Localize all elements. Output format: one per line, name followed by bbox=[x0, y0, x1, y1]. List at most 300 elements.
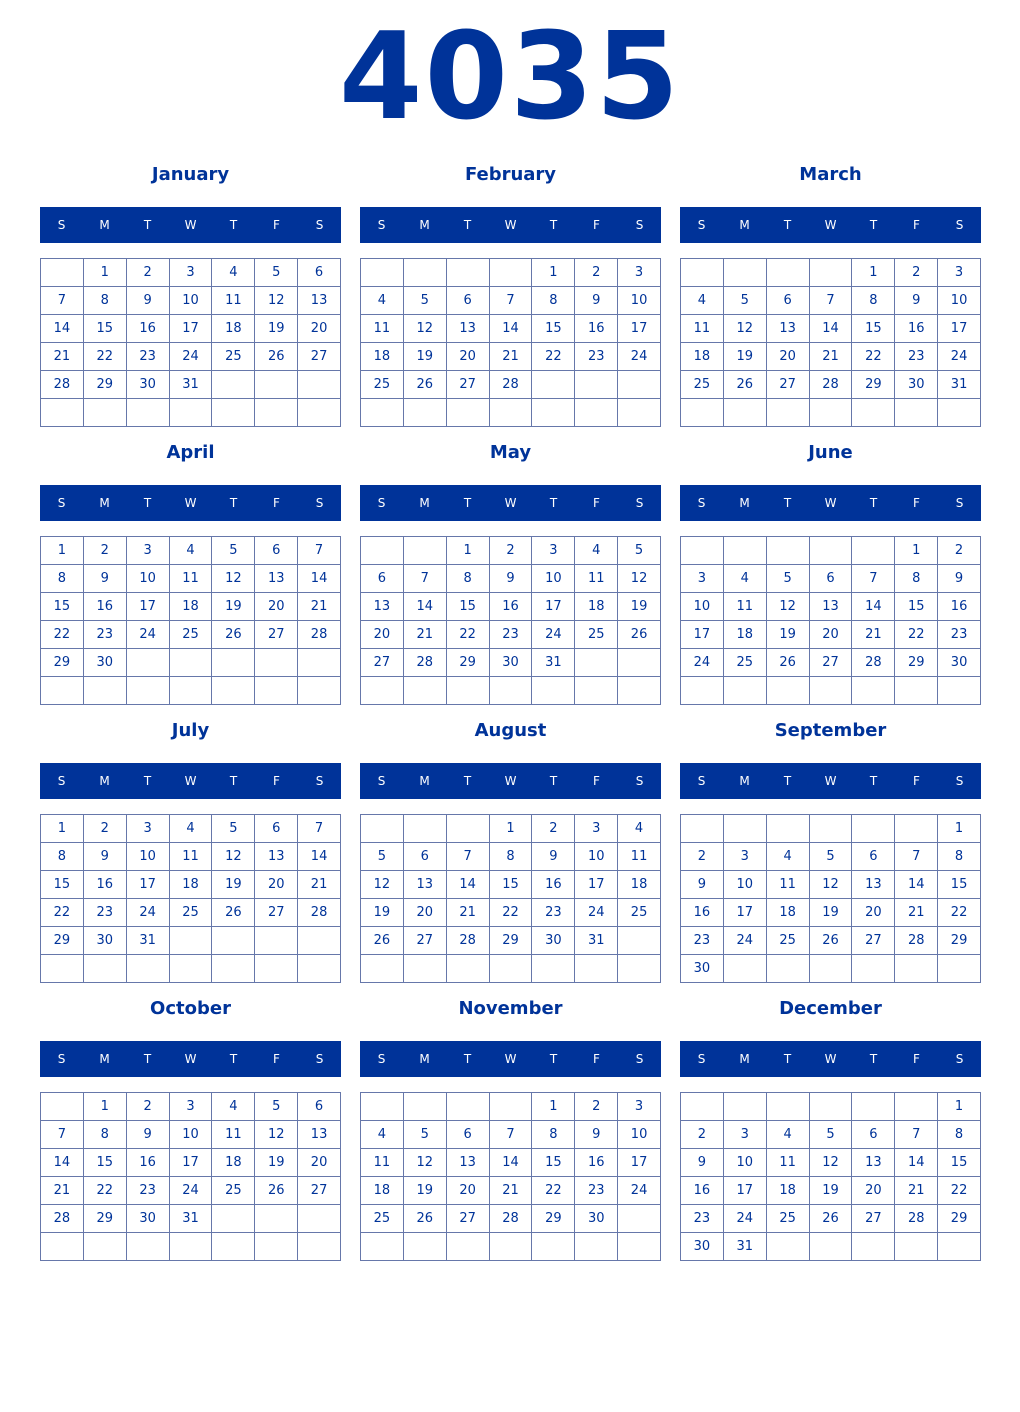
day-cell[interactable]: 6 bbox=[298, 259, 341, 287]
day-cell[interactable]: 26 bbox=[255, 343, 298, 371]
day-cell[interactable]: 26 bbox=[618, 621, 661, 649]
day-cell[interactable]: 5 bbox=[404, 1121, 447, 1149]
day-cell[interactable]: 21 bbox=[810, 343, 853, 371]
day-cell[interactable]: 21 bbox=[895, 899, 938, 927]
day-cell[interactable]: 9 bbox=[84, 843, 127, 871]
day-cell[interactable]: 7 bbox=[41, 287, 84, 315]
day-cell[interactable]: 13 bbox=[298, 287, 341, 315]
day-cell[interactable]: 21 bbox=[490, 1177, 533, 1205]
day-cell[interactable]: 16 bbox=[127, 315, 170, 343]
day-cell[interactable]: 20 bbox=[447, 1177, 490, 1205]
day-cell[interactable]: 25 bbox=[767, 927, 810, 955]
day-cell[interactable]: 16 bbox=[681, 1177, 724, 1205]
day-cell[interactable]: 11 bbox=[361, 315, 404, 343]
day-cell[interactable]: 23 bbox=[895, 343, 938, 371]
day-cell[interactable]: 19 bbox=[212, 593, 255, 621]
day-cell[interactable]: 4 bbox=[212, 259, 255, 287]
day-cell[interactable]: 22 bbox=[938, 899, 981, 927]
day-cell[interactable]: 28 bbox=[490, 1205, 533, 1233]
day-cell[interactable]: 9 bbox=[575, 287, 618, 315]
day-cell[interactable]: 7 bbox=[447, 843, 490, 871]
day-cell[interactable]: 6 bbox=[361, 565, 404, 593]
day-cell[interactable]: 11 bbox=[618, 843, 661, 871]
day-cell[interactable]: 22 bbox=[447, 621, 490, 649]
day-cell[interactable]: 31 bbox=[170, 1205, 213, 1233]
day-cell[interactable]: 19 bbox=[212, 871, 255, 899]
day-cell[interactable]: 1 bbox=[938, 815, 981, 843]
day-cell[interactable]: 3 bbox=[618, 259, 661, 287]
day-cell[interactable]: 13 bbox=[810, 593, 853, 621]
day-cell[interactable]: 21 bbox=[895, 1177, 938, 1205]
day-cell[interactable]: 4 bbox=[575, 537, 618, 565]
day-cell[interactable]: 16 bbox=[490, 593, 533, 621]
day-cell[interactable]: 22 bbox=[938, 1177, 981, 1205]
day-cell[interactable]: 14 bbox=[447, 871, 490, 899]
day-cell[interactable]: 27 bbox=[298, 1177, 341, 1205]
day-cell[interactable]: 4 bbox=[170, 815, 213, 843]
day-cell[interactable]: 3 bbox=[575, 815, 618, 843]
day-cell[interactable]: 1 bbox=[41, 815, 84, 843]
day-cell[interactable]: 6 bbox=[404, 843, 447, 871]
day-cell[interactable]: 27 bbox=[852, 927, 895, 955]
day-cell[interactable]: 7 bbox=[810, 287, 853, 315]
day-cell[interactable]: 8 bbox=[447, 565, 490, 593]
day-cell[interactable]: 8 bbox=[490, 843, 533, 871]
day-cell[interactable]: 17 bbox=[127, 871, 170, 899]
day-cell[interactable]: 23 bbox=[681, 1205, 724, 1233]
day-cell[interactable]: 5 bbox=[810, 843, 853, 871]
day-cell[interactable]: 17 bbox=[618, 1149, 661, 1177]
day-cell[interactable]: 6 bbox=[255, 815, 298, 843]
day-cell[interactable]: 27 bbox=[810, 649, 853, 677]
day-cell[interactable]: 28 bbox=[298, 899, 341, 927]
day-cell[interactable]: 10 bbox=[170, 287, 213, 315]
day-cell[interactable]: 29 bbox=[938, 927, 981, 955]
day-cell[interactable]: 9 bbox=[127, 287, 170, 315]
day-cell[interactable]: 29 bbox=[938, 1205, 981, 1233]
day-cell[interactable]: 17 bbox=[532, 593, 575, 621]
day-cell[interactable]: 24 bbox=[532, 621, 575, 649]
day-cell[interactable]: 25 bbox=[212, 1177, 255, 1205]
day-cell[interactable]: 28 bbox=[41, 1205, 84, 1233]
day-cell[interactable]: 6 bbox=[447, 1121, 490, 1149]
day-cell[interactable]: 30 bbox=[84, 649, 127, 677]
day-cell[interactable]: 3 bbox=[127, 537, 170, 565]
day-cell[interactable]: 5 bbox=[212, 815, 255, 843]
day-cell[interactable]: 21 bbox=[447, 899, 490, 927]
day-cell[interactable]: 13 bbox=[255, 843, 298, 871]
day-cell[interactable]: 11 bbox=[170, 843, 213, 871]
day-cell[interactable]: 4 bbox=[767, 1121, 810, 1149]
day-cell[interactable]: 28 bbox=[404, 649, 447, 677]
day-cell[interactable]: 26 bbox=[212, 621, 255, 649]
day-cell[interactable]: 18 bbox=[170, 593, 213, 621]
day-cell[interactable]: 21 bbox=[852, 621, 895, 649]
day-cell[interactable]: 25 bbox=[767, 1205, 810, 1233]
day-cell[interactable]: 16 bbox=[681, 899, 724, 927]
day-cell[interactable]: 20 bbox=[298, 1149, 341, 1177]
day-cell[interactable]: 19 bbox=[810, 1177, 853, 1205]
day-cell[interactable]: 30 bbox=[127, 371, 170, 399]
day-cell[interactable]: 17 bbox=[575, 871, 618, 899]
day-cell[interactable]: 9 bbox=[575, 1121, 618, 1149]
day-cell[interactable]: 17 bbox=[170, 315, 213, 343]
day-cell[interactable]: 5 bbox=[404, 287, 447, 315]
day-cell[interactable]: 15 bbox=[895, 593, 938, 621]
day-cell[interactable]: 18 bbox=[212, 315, 255, 343]
day-cell[interactable]: 8 bbox=[84, 287, 127, 315]
day-cell[interactable]: 17 bbox=[127, 593, 170, 621]
day-cell[interactable]: 19 bbox=[404, 343, 447, 371]
day-cell[interactable]: 2 bbox=[84, 815, 127, 843]
day-cell[interactable]: 14 bbox=[895, 1149, 938, 1177]
day-cell[interactable]: 3 bbox=[724, 843, 767, 871]
day-cell[interactable]: 6 bbox=[447, 287, 490, 315]
day-cell[interactable]: 10 bbox=[618, 1121, 661, 1149]
day-cell[interactable]: 7 bbox=[895, 1121, 938, 1149]
day-cell[interactable]: 5 bbox=[724, 287, 767, 315]
day-cell[interactable]: 24 bbox=[724, 927, 767, 955]
day-cell[interactable]: 16 bbox=[938, 593, 981, 621]
day-cell[interactable]: 5 bbox=[767, 565, 810, 593]
day-cell[interactable]: 30 bbox=[681, 1233, 724, 1261]
day-cell[interactable]: 13 bbox=[298, 1121, 341, 1149]
day-cell[interactable]: 12 bbox=[404, 315, 447, 343]
day-cell[interactable]: 18 bbox=[767, 899, 810, 927]
day-cell[interactable]: 13 bbox=[255, 565, 298, 593]
day-cell[interactable]: 29 bbox=[84, 371, 127, 399]
day-cell[interactable]: 28 bbox=[490, 371, 533, 399]
day-cell[interactable]: 24 bbox=[618, 1177, 661, 1205]
day-cell[interactable]: 26 bbox=[212, 899, 255, 927]
day-cell[interactable]: 10 bbox=[724, 871, 767, 899]
day-cell[interactable]: 26 bbox=[404, 1205, 447, 1233]
day-cell[interactable]: 11 bbox=[575, 565, 618, 593]
day-cell[interactable]: 30 bbox=[84, 927, 127, 955]
day-cell[interactable]: 29 bbox=[532, 1205, 575, 1233]
day-cell[interactable]: 22 bbox=[852, 343, 895, 371]
day-cell[interactable]: 2 bbox=[532, 815, 575, 843]
day-cell[interactable]: 26 bbox=[255, 1177, 298, 1205]
day-cell[interactable]: 13 bbox=[404, 871, 447, 899]
day-cell[interactable]: 1 bbox=[532, 1093, 575, 1121]
day-cell[interactable]: 15 bbox=[84, 315, 127, 343]
day-cell[interactable]: 5 bbox=[212, 537, 255, 565]
day-cell[interactable]: 4 bbox=[681, 287, 724, 315]
day-cell[interactable]: 22 bbox=[84, 343, 127, 371]
day-cell[interactable]: 24 bbox=[127, 899, 170, 927]
day-cell[interactable]: 29 bbox=[490, 927, 533, 955]
day-cell[interactable]: 25 bbox=[618, 899, 661, 927]
day-cell[interactable]: 2 bbox=[84, 537, 127, 565]
day-cell[interactable]: 13 bbox=[447, 1149, 490, 1177]
day-cell[interactable]: 15 bbox=[938, 1149, 981, 1177]
day-cell[interactable]: 18 bbox=[681, 343, 724, 371]
day-cell[interactable]: 8 bbox=[41, 565, 84, 593]
day-cell[interactable]: 10 bbox=[938, 287, 981, 315]
day-cell[interactable]: 24 bbox=[681, 649, 724, 677]
day-cell[interactable]: 10 bbox=[127, 565, 170, 593]
day-cell[interactable]: 1 bbox=[84, 259, 127, 287]
day-cell[interactable]: 6 bbox=[767, 287, 810, 315]
day-cell[interactable]: 17 bbox=[681, 621, 724, 649]
day-cell[interactable]: 14 bbox=[41, 1149, 84, 1177]
day-cell[interactable]: 3 bbox=[724, 1121, 767, 1149]
day-cell[interactable]: 19 bbox=[361, 899, 404, 927]
day-cell[interactable]: 8 bbox=[938, 843, 981, 871]
day-cell[interactable]: 22 bbox=[84, 1177, 127, 1205]
day-cell[interactable]: 7 bbox=[404, 565, 447, 593]
day-cell[interactable]: 9 bbox=[681, 1149, 724, 1177]
day-cell[interactable]: 11 bbox=[170, 565, 213, 593]
day-cell[interactable]: 11 bbox=[681, 315, 724, 343]
day-cell[interactable]: 10 bbox=[618, 287, 661, 315]
day-cell[interactable]: 19 bbox=[724, 343, 767, 371]
day-cell[interactable]: 26 bbox=[767, 649, 810, 677]
day-cell[interactable]: 12 bbox=[767, 593, 810, 621]
day-cell[interactable]: 4 bbox=[618, 815, 661, 843]
day-cell[interactable]: 11 bbox=[767, 871, 810, 899]
day-cell[interactable]: 25 bbox=[170, 621, 213, 649]
day-cell[interactable]: 4 bbox=[361, 1121, 404, 1149]
day-cell[interactable]: 12 bbox=[212, 565, 255, 593]
day-cell[interactable]: 29 bbox=[895, 649, 938, 677]
day-cell[interactable]: 27 bbox=[404, 927, 447, 955]
day-cell[interactable]: 30 bbox=[127, 1205, 170, 1233]
day-cell[interactable]: 15 bbox=[532, 1149, 575, 1177]
day-cell[interactable]: 20 bbox=[255, 871, 298, 899]
day-cell[interactable]: 29 bbox=[84, 1205, 127, 1233]
day-cell[interactable]: 16 bbox=[84, 871, 127, 899]
day-cell[interactable]: 8 bbox=[84, 1121, 127, 1149]
day-cell[interactable]: 18 bbox=[170, 871, 213, 899]
day-cell[interactable]: 11 bbox=[361, 1149, 404, 1177]
day-cell[interactable]: 1 bbox=[895, 537, 938, 565]
day-cell[interactable]: 23 bbox=[490, 621, 533, 649]
day-cell[interactable]: 12 bbox=[810, 1149, 853, 1177]
day-cell[interactable]: 31 bbox=[532, 649, 575, 677]
day-cell[interactable]: 9 bbox=[895, 287, 938, 315]
day-cell[interactable]: 24 bbox=[575, 899, 618, 927]
day-cell[interactable]: 5 bbox=[361, 843, 404, 871]
day-cell[interactable]: 1 bbox=[532, 259, 575, 287]
day-cell[interactable]: 26 bbox=[810, 1205, 853, 1233]
day-cell[interactable]: 28 bbox=[852, 649, 895, 677]
day-cell[interactable]: 20 bbox=[852, 899, 895, 927]
day-cell[interactable]: 8 bbox=[852, 287, 895, 315]
day-cell[interactable]: 8 bbox=[895, 565, 938, 593]
day-cell[interactable]: 20 bbox=[255, 593, 298, 621]
day-cell[interactable]: 27 bbox=[361, 649, 404, 677]
day-cell[interactable]: 14 bbox=[404, 593, 447, 621]
day-cell[interactable]: 30 bbox=[575, 1205, 618, 1233]
day-cell[interactable]: 13 bbox=[361, 593, 404, 621]
day-cell[interactable]: 16 bbox=[575, 1149, 618, 1177]
day-cell[interactable]: 12 bbox=[404, 1149, 447, 1177]
day-cell[interactable]: 14 bbox=[810, 315, 853, 343]
day-cell[interactable]: 12 bbox=[724, 315, 767, 343]
day-cell[interactable]: 15 bbox=[41, 593, 84, 621]
day-cell[interactable]: 10 bbox=[532, 565, 575, 593]
day-cell[interactable]: 11 bbox=[212, 1121, 255, 1149]
day-cell[interactable]: 22 bbox=[41, 621, 84, 649]
day-cell[interactable]: 27 bbox=[298, 343, 341, 371]
day-cell[interactable]: 16 bbox=[895, 315, 938, 343]
day-cell[interactable]: 19 bbox=[404, 1177, 447, 1205]
day-cell[interactable]: 18 bbox=[575, 593, 618, 621]
day-cell[interactable]: 4 bbox=[170, 537, 213, 565]
day-cell[interactable]: 7 bbox=[895, 843, 938, 871]
day-cell[interactable]: 22 bbox=[532, 1177, 575, 1205]
day-cell[interactable]: 21 bbox=[298, 593, 341, 621]
day-cell[interactable]: 22 bbox=[895, 621, 938, 649]
day-cell[interactable]: 9 bbox=[127, 1121, 170, 1149]
day-cell[interactable]: 30 bbox=[681, 955, 724, 983]
day-cell[interactable]: 20 bbox=[852, 1177, 895, 1205]
day-cell[interactable]: 3 bbox=[170, 259, 213, 287]
day-cell[interactable]: 21 bbox=[41, 1177, 84, 1205]
day-cell[interactable]: 3 bbox=[532, 537, 575, 565]
day-cell[interactable]: 7 bbox=[298, 815, 341, 843]
day-cell[interactable]: 13 bbox=[852, 871, 895, 899]
day-cell[interactable]: 9 bbox=[938, 565, 981, 593]
day-cell[interactable]: 31 bbox=[724, 1233, 767, 1261]
day-cell[interactable]: 1 bbox=[490, 815, 533, 843]
day-cell[interactable]: 19 bbox=[767, 621, 810, 649]
day-cell[interactable]: 16 bbox=[127, 1149, 170, 1177]
day-cell[interactable]: 11 bbox=[212, 287, 255, 315]
day-cell[interactable]: 3 bbox=[681, 565, 724, 593]
day-cell[interactable]: 12 bbox=[255, 1121, 298, 1149]
day-cell[interactable]: 5 bbox=[255, 259, 298, 287]
day-cell[interactable]: 20 bbox=[447, 343, 490, 371]
day-cell[interactable]: 21 bbox=[41, 343, 84, 371]
day-cell[interactable]: 2 bbox=[938, 537, 981, 565]
day-cell[interactable]: 26 bbox=[724, 371, 767, 399]
day-cell[interactable]: 21 bbox=[490, 343, 533, 371]
day-cell[interactable]: 3 bbox=[618, 1093, 661, 1121]
day-cell[interactable]: 4 bbox=[361, 287, 404, 315]
day-cell[interactable]: 8 bbox=[532, 1121, 575, 1149]
day-cell[interactable]: 18 bbox=[767, 1177, 810, 1205]
day-cell[interactable]: 2 bbox=[895, 259, 938, 287]
day-cell[interactable]: 19 bbox=[810, 899, 853, 927]
day-cell[interactable]: 29 bbox=[447, 649, 490, 677]
day-cell[interactable]: 24 bbox=[724, 1205, 767, 1233]
day-cell[interactable]: 2 bbox=[681, 843, 724, 871]
day-cell[interactable]: 25 bbox=[681, 371, 724, 399]
day-cell[interactable]: 7 bbox=[490, 287, 533, 315]
day-cell[interactable]: 23 bbox=[84, 621, 127, 649]
day-cell[interactable]: 15 bbox=[84, 1149, 127, 1177]
day-cell[interactable]: 22 bbox=[490, 899, 533, 927]
day-cell[interactable]: 28 bbox=[895, 927, 938, 955]
day-cell[interactable]: 11 bbox=[724, 593, 767, 621]
day-cell[interactable]: 23 bbox=[681, 927, 724, 955]
day-cell[interactable]: 23 bbox=[127, 1177, 170, 1205]
day-cell[interactable]: 15 bbox=[41, 871, 84, 899]
day-cell[interactable]: 28 bbox=[895, 1205, 938, 1233]
day-cell[interactable]: 27 bbox=[447, 1205, 490, 1233]
day-cell[interactable]: 8 bbox=[938, 1121, 981, 1149]
day-cell[interactable]: 17 bbox=[724, 899, 767, 927]
day-cell[interactable]: 28 bbox=[298, 621, 341, 649]
day-cell[interactable]: 24 bbox=[618, 343, 661, 371]
day-cell[interactable]: 7 bbox=[852, 565, 895, 593]
day-cell[interactable]: 29 bbox=[41, 649, 84, 677]
day-cell[interactable]: 14 bbox=[490, 1149, 533, 1177]
day-cell[interactable]: 4 bbox=[767, 843, 810, 871]
day-cell[interactable]: 2 bbox=[575, 259, 618, 287]
day-cell[interactable]: 12 bbox=[810, 871, 853, 899]
day-cell[interactable]: 28 bbox=[447, 927, 490, 955]
day-cell[interactable]: 30 bbox=[490, 649, 533, 677]
day-cell[interactable]: 2 bbox=[490, 537, 533, 565]
day-cell[interactable]: 23 bbox=[938, 621, 981, 649]
day-cell[interactable]: 10 bbox=[170, 1121, 213, 1149]
day-cell[interactable]: 18 bbox=[361, 343, 404, 371]
day-cell[interactable]: 1 bbox=[447, 537, 490, 565]
day-cell[interactable]: 20 bbox=[298, 315, 341, 343]
day-cell[interactable]: 13 bbox=[767, 315, 810, 343]
day-cell[interactable]: 6 bbox=[852, 1121, 895, 1149]
day-cell[interactable]: 18 bbox=[361, 1177, 404, 1205]
day-cell[interactable]: 22 bbox=[532, 343, 575, 371]
day-cell[interactable]: 18 bbox=[212, 1149, 255, 1177]
day-cell[interactable]: 22 bbox=[41, 899, 84, 927]
day-cell[interactable]: 2 bbox=[681, 1121, 724, 1149]
day-cell[interactable]: 6 bbox=[810, 565, 853, 593]
day-cell[interactable]: 24 bbox=[938, 343, 981, 371]
day-cell[interactable]: 14 bbox=[298, 843, 341, 871]
day-cell[interactable]: 20 bbox=[361, 621, 404, 649]
day-cell[interactable]: 15 bbox=[447, 593, 490, 621]
day-cell[interactable]: 12 bbox=[361, 871, 404, 899]
day-cell[interactable]: 25 bbox=[361, 371, 404, 399]
day-cell[interactable]: 27 bbox=[852, 1205, 895, 1233]
day-cell[interactable]: 10 bbox=[724, 1149, 767, 1177]
day-cell[interactable]: 18 bbox=[618, 871, 661, 899]
day-cell[interactable]: 7 bbox=[490, 1121, 533, 1149]
day-cell[interactable]: 29 bbox=[852, 371, 895, 399]
day-cell[interactable]: 17 bbox=[724, 1177, 767, 1205]
day-cell[interactable]: 2 bbox=[127, 1093, 170, 1121]
day-cell[interactable]: 31 bbox=[575, 927, 618, 955]
day-cell[interactable]: 29 bbox=[41, 927, 84, 955]
day-cell[interactable]: 12 bbox=[255, 287, 298, 315]
day-cell[interactable]: 27 bbox=[447, 371, 490, 399]
day-cell[interactable]: 4 bbox=[212, 1093, 255, 1121]
day-cell[interactable]: 23 bbox=[127, 343, 170, 371]
day-cell[interactable]: 24 bbox=[127, 621, 170, 649]
day-cell[interactable]: 10 bbox=[575, 843, 618, 871]
day-cell[interactable]: 14 bbox=[298, 565, 341, 593]
day-cell[interactable]: 8 bbox=[532, 287, 575, 315]
day-cell[interactable]: 14 bbox=[41, 315, 84, 343]
day-cell[interactable]: 15 bbox=[532, 315, 575, 343]
day-cell[interactable]: 31 bbox=[938, 371, 981, 399]
day-cell[interactable]: 19 bbox=[255, 315, 298, 343]
day-cell[interactable]: 31 bbox=[127, 927, 170, 955]
day-cell[interactable]: 26 bbox=[361, 927, 404, 955]
day-cell[interactable]: 9 bbox=[532, 843, 575, 871]
day-cell[interactable]: 25 bbox=[361, 1205, 404, 1233]
day-cell[interactable]: 5 bbox=[618, 537, 661, 565]
day-cell[interactable]: 4 bbox=[724, 565, 767, 593]
day-cell[interactable]: 27 bbox=[767, 371, 810, 399]
day-cell[interactable]: 12 bbox=[212, 843, 255, 871]
day-cell[interactable]: 1 bbox=[938, 1093, 981, 1121]
